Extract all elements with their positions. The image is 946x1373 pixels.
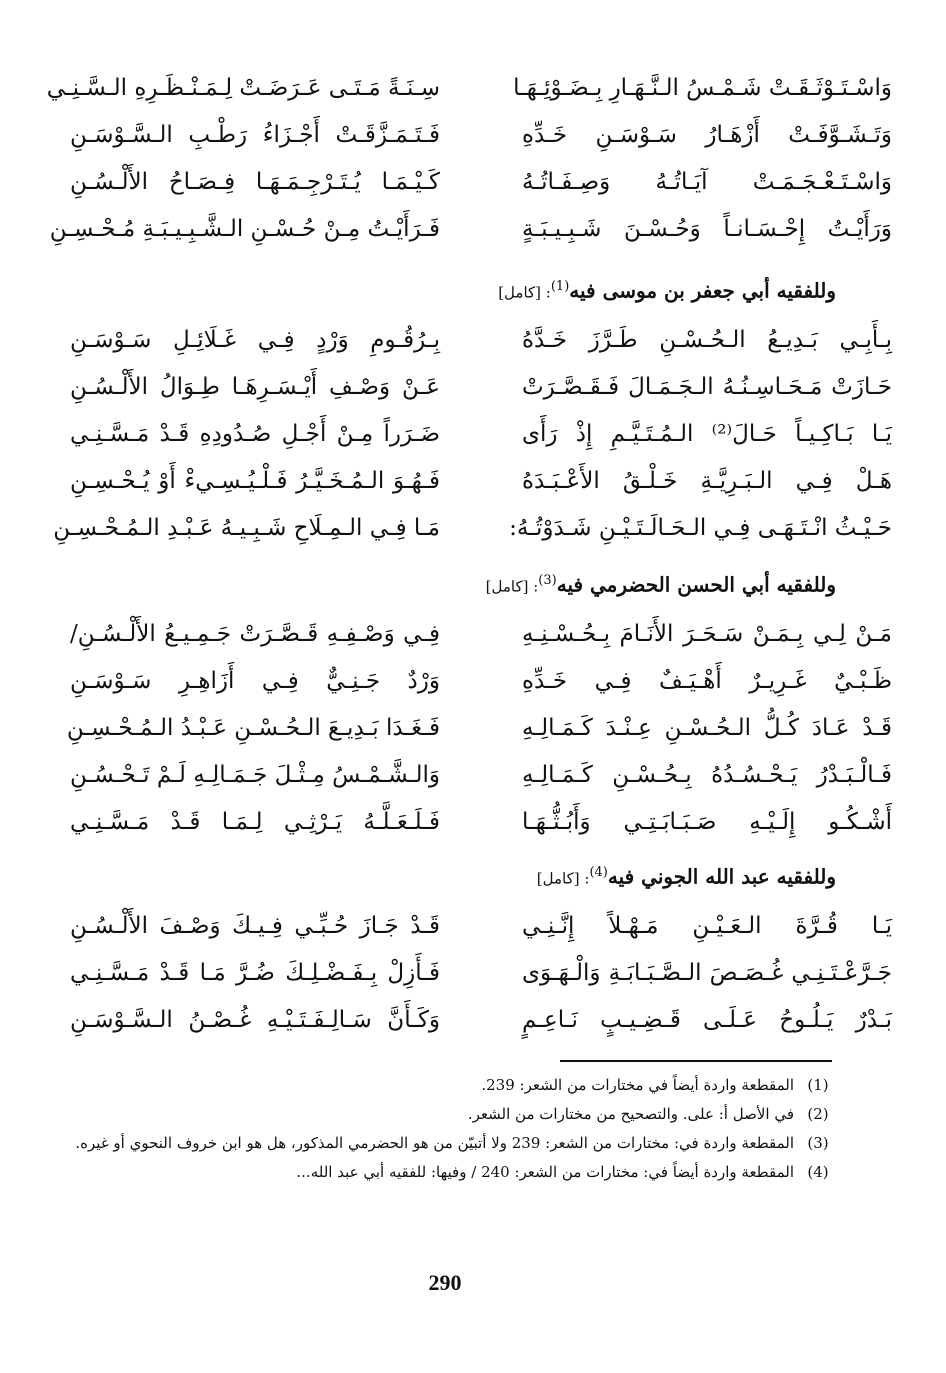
footnote-separator	[560, 1060, 832, 1062]
second-hemistich: مَـا فِـي الـمِـلَاحِ شَـبِـيـهُ عَـبْـدِ الـمُـحْـسِـنِ	[53, 515, 440, 541]
footnote-text: المقطعة واردة أيضاً في: مختارات من الشعر: 240 / وفيها: للفقيه أبي عبد الله...	[296, 1163, 794, 1181]
heading-text: وللفقيه أبي الحسن الحضرمي فيه	[556, 572, 836, 597]
second-hemistich: وَالـشَّـمْـسُ مِـثْـلَ جَـمَـالِـهِ لَـمْ تَـحْـسُـنِ	[70, 762, 440, 788]
verse	[40, 68, 900, 115]
verse	[40, 953, 900, 1000]
first-hemistich: بَـدْرٌ يَـلُـوحُ عَـلَـى قَـضِـيـبٍ نَـاعِـمٍ	[522, 1007, 892, 1033]
verse	[40, 320, 900, 367]
verse	[40, 1000, 900, 1047]
first-hemistich: يَـا بَـاكِـيـاً حَـالَ⁽²⁾ الـمُـتَـيَّـمِ إِذْ رَأَى	[522, 421, 892, 447]
footnote-ref: (3)	[538, 573, 557, 588]
verse	[40, 414, 900, 461]
first-hemistich: وَتَـشَـوَّفَـتْ أَزْهَـارُ سَـوْسَـنِ خَـدِّهِ	[522, 122, 892, 148]
second-hemistich: فَـهُـوَ الـمُـخَـيَّـرُ فَـلْـيُـسِـيءْ أَوْ يُـحْـسِـنِ	[70, 468, 440, 494]
meter-label: : [كامل]	[498, 283, 551, 302]
second-hemistich: سِـنَـةً مَـتَـى عَـرَضَـتْ لِـمَـنْـظَـرِهِ الـسَّـنِـي	[46, 75, 440, 101]
footnote-text: في الأصل أ: على. والتصحيح من مختارات من الشعر.	[467, 1105, 794, 1123]
verse	[40, 906, 900, 953]
first-hemistich: حَـازَتْ مَـحَـاسِـنُـهُ الـجَـمَـالَ فَـقَـصَّـرَتْ	[522, 374, 892, 400]
footnote	[64, 1159, 834, 1186]
second-hemistich: فِـي وَصْـفِـهِ قَـصَّـرَتْ جَـمِـيـعُ الأَلْـسُـنِ/	[70, 621, 440, 647]
footnote-number: (4)	[807, 1163, 829, 1181]
verse	[40, 708, 900, 755]
verse	[40, 115, 900, 162]
footnote-text: المقطعة واردة في: مختارات من الشعر: 239 ولا أتبيّن من هو الحضرمي المذكور، هل هو ابن خروف النحوي أو غيره.	[75, 1134, 794, 1152]
verse	[40, 802, 900, 849]
heading-text: وللفقيه عبد الله الجوني فيه	[607, 864, 836, 889]
section-heading-3	[537, 858, 836, 894]
meter-label: : [كامل]	[485, 577, 539, 596]
footnotes	[64, 1072, 834, 1188]
second-hemistich: فَـرَأَيْـتُ مِـنْ حُـسْـنِ الـشَّـبِـيـبَـةِ مُـحْـسِـنِ	[49, 216, 440, 242]
stanza-3	[40, 614, 900, 849]
first-hemistich: وَاسْـتَـوْثَـقَـتْ شَـمْـسُ الـنَّـهَـارِ بِـضَـوْئِـهَـا	[513, 75, 892, 101]
footnote-ref: (4)	[589, 865, 608, 880]
second-hemistich: فَـأَزِلْ بِـفَـضْـلِـكَ ضُـرَّ مَـا قَـدْ مَـسَّـنِـي	[70, 960, 440, 986]
footnote-number: (2)	[807, 1105, 829, 1123]
second-hemistich: وَرْدٌ جَـنِـيٌّ فِـي أَزَاهِـرِ سَـوْسَـنِ	[70, 668, 440, 694]
first-hemistich: وَرَأَيْـتُ إِحْـسَـانـاً وَحُـسْـنَ شَـبِـيـبَـةٍ	[522, 216, 892, 242]
first-hemistich: ظَـبْـيٌ غَـرِيـرٌ أَهْـيَـفٌ فِـي خَـدِّهِ	[522, 668, 892, 694]
verse	[40, 508, 900, 555]
footnote-number: (3)	[807, 1134, 829, 1152]
section-heading-2	[486, 566, 836, 602]
first-hemistich: فَـالْـبَـدْرُ يَـحْـسُـدُهُ بِـحُـسْـنِ كَـمَـالِـهِ	[522, 762, 892, 788]
second-hemistich: فَـلَـعَـلَّـهُ يَـرْثِـي لِـمَـا قَـدْ مَـسَّـنِـي	[70, 809, 440, 835]
second-hemistich: كَـيْـمَـا يُـتَـرْجِـمَـهَـا فِـصَـاحُ الأَلْـسُـنِ	[70, 169, 440, 195]
second-hemistich: ضَـرَراً مِـنْ أَجْـلِ صُـدُودِهِ قَـدْ مَـسَّـنِـي	[70, 421, 440, 447]
verse	[40, 461, 900, 508]
verse	[40, 661, 900, 708]
first-hemistich: هَـلْ فِـي الـبَـرِيَّـةِ خَـلْـقُ الأَعْـبَـدَهُ	[522, 468, 892, 494]
second-hemistich: وَكَـأَنَّ سَـالِـفَـتَـيْـهِ غُـصْـنُ الـسَّـوْسَـنِ	[70, 1007, 440, 1033]
first-hemistich: قَـدْ عَـادَ كُـلُّ الـحُـسْـنِ عِـنْـدَ كَـمَـالِـهِ	[522, 715, 892, 741]
footnote	[64, 1130, 834, 1157]
first-hemistich: جَـرَّعْـتَـنِـي غُـصَـصَ الـصَّـبَـابَـةِ وَالْـهَـوَى	[522, 960, 892, 986]
meter-label: : [كامل]	[536, 869, 590, 888]
verse	[40, 162, 900, 209]
first-hemistich: أَشْـكُـو إِلَـيْـهِ صَـبَـابَـتِـي وَأَبُـثُّـهَـا	[522, 809, 892, 835]
stanza-4	[40, 906, 900, 1047]
second-hemistich: فَـتَـمَـزَّقَـتْ أَجْـزَاءُ رَطْـبِ الـسَّـوْسَـنِ	[70, 122, 440, 148]
stanza-2	[40, 320, 900, 555]
first-hemistich: يَـا قُـرَّةَ الـعَـيْـنِ مَـهْـلاً إِنَّـنِـي	[522, 913, 892, 939]
footnote-number: (1)	[807, 1076, 829, 1094]
page-number: 290	[428, 1270, 462, 1295]
verse	[40, 614, 900, 661]
first-hemistich: حَـيْـثُ انْـتَـهَـى فِـي الـحَـالَـتَـيْـنِ شَـدَوْتُـهُ:	[509, 515, 892, 541]
second-hemistich: عَـنْ وَصْـفِ أَيْـسَـرِهَـا طِـوَالُ الأَلْـسُـنِ	[70, 374, 440, 400]
footnote	[64, 1101, 834, 1128]
second-hemistich: بِـرُقُـومِ وَرْدٍ فِـي غَـلَائِـلِ سَـوْسَـنِ	[70, 327, 440, 353]
stanza-1	[40, 68, 900, 256]
footnote-text: المقطعة واردة أيضاً في مختارات من الشعر: 239.	[481, 1076, 794, 1094]
verse	[40, 209, 900, 256]
footnote	[64, 1072, 834, 1099]
verse	[40, 755, 900, 802]
first-hemistich: وَاسْـتَـعْـجَـمَـتْ آيَـاتُـهُ وَصِـفَـاتُـهُ	[522, 169, 892, 195]
footnote-ref: (1)	[550, 279, 570, 294]
second-hemistich: فَـغَـدَا بَـدِيـعَ الـحُـسْـنِ عَـبْـدُ الـمُـحْـسِـنِ	[66, 715, 440, 741]
second-hemistich: قَـدْ جَـازَ حُـبِّـي فِـيـكَ وَصْـفَ الأَلْـسُـنِ	[70, 913, 440, 939]
heading-text: وللفقيه أبي جعفر بن موسى فيه	[569, 278, 836, 303]
first-hemistich: مَـنْ لِـي بِـمَـنْ سَـحَـرَ الأَنَـامَ بِـحُـسْـنِـهِ	[522, 621, 892, 647]
section-heading-1	[498, 272, 836, 308]
verse	[40, 367, 900, 414]
first-hemistich: بِـأَبِـي بَـدِيـعُ الـحُـسْـنِ طَـرَّزَ خَـدَّهُ	[522, 327, 892, 353]
